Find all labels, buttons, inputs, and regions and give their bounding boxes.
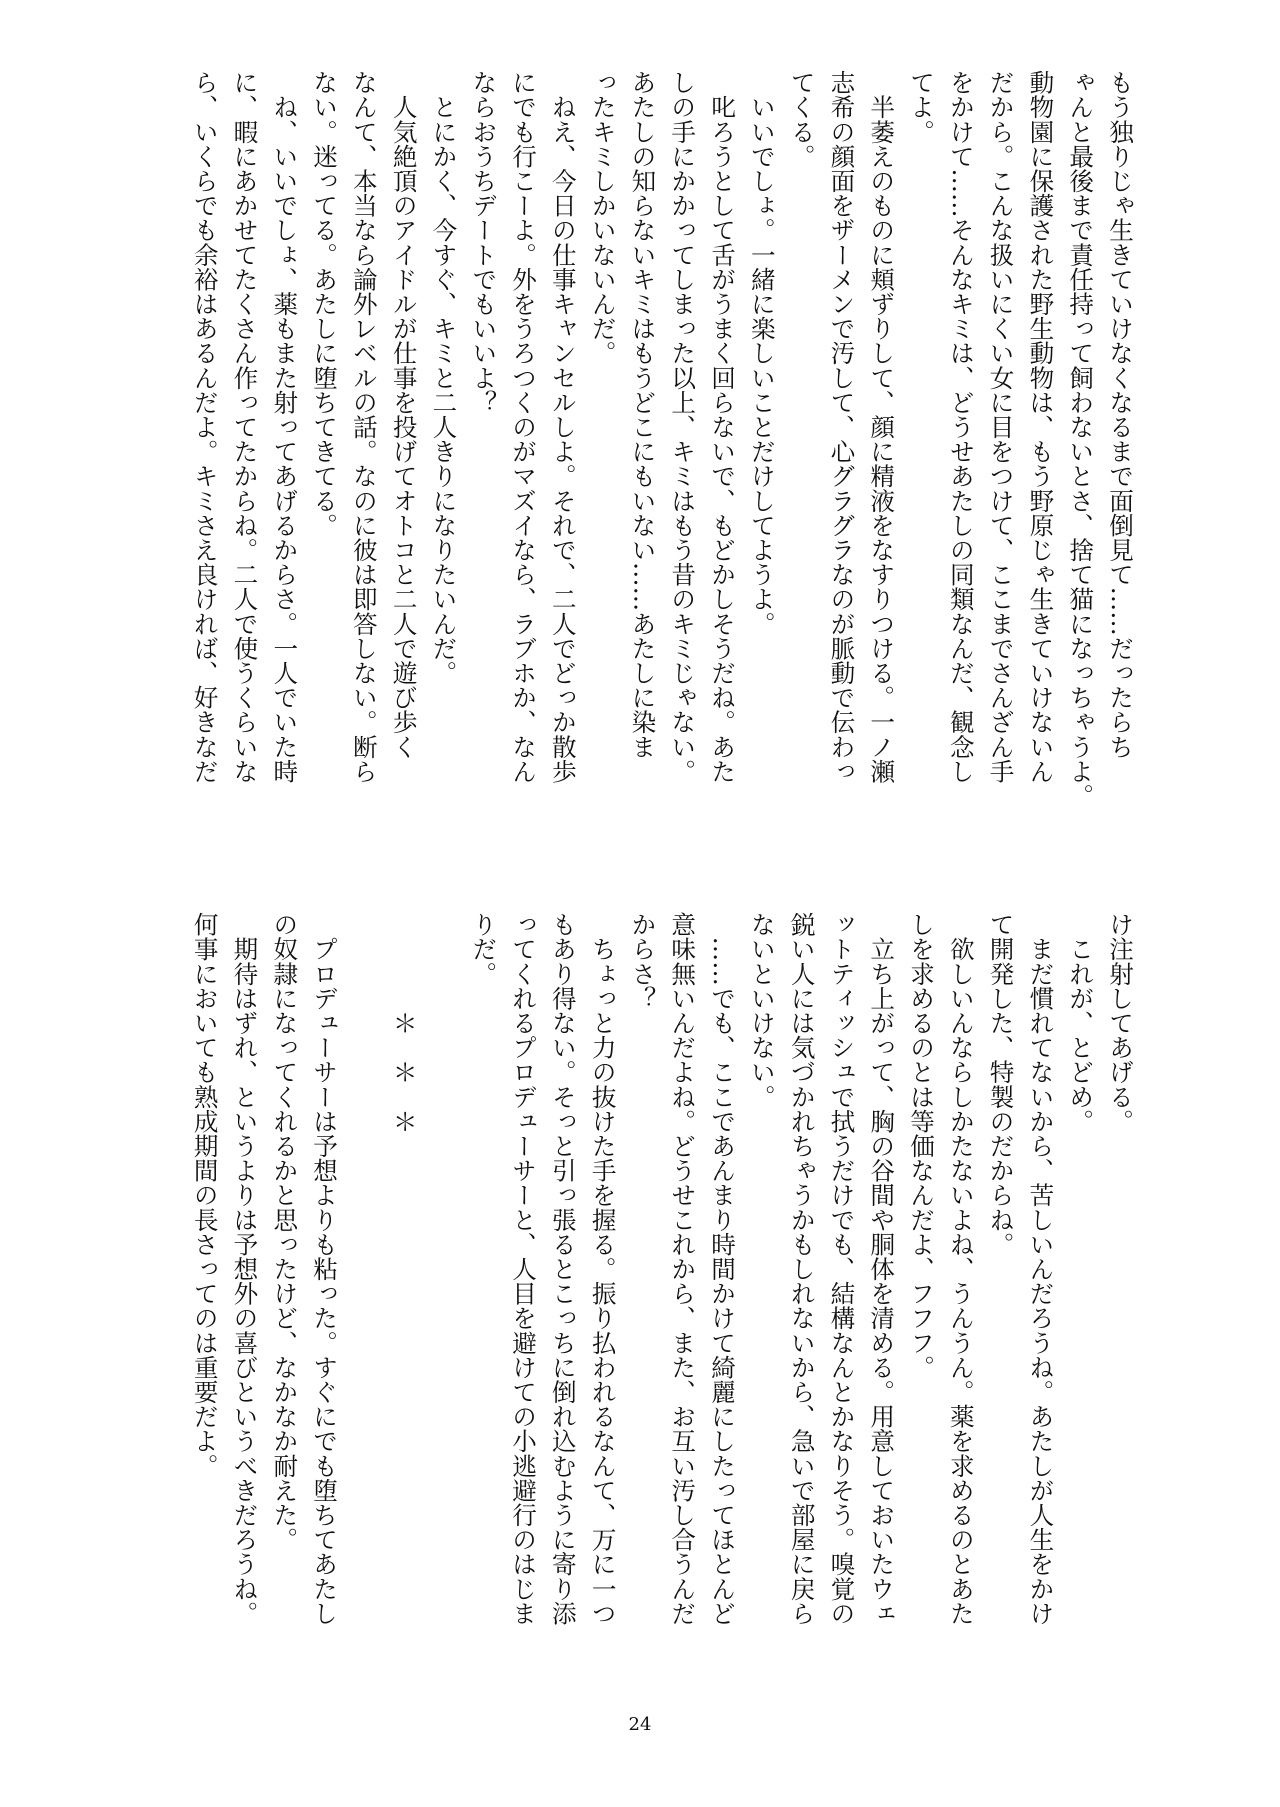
- text-column: ってくれるプロデューサーと、人目を避けての小逃避行のはじま: [509, 912, 539, 1626]
- text-column: て開発した、特製のだからね。: [986, 912, 1016, 1257]
- text-column: [424, 912, 464, 1672]
- text-column: け注射してあげる。: [1106, 912, 1135, 1134]
- text-column: 立ち上がって、胸の谷間や胴体を清める。用意しておいたウェ: [867, 912, 897, 1626]
- text-column: ね、いいでしょ、薬もまた射ってあげるからさ。一人でいた時: [270, 70, 300, 784]
- text-column: 動物園に保護された野生動物は、もう野原じゃ生きていけないん: [1026, 70, 1056, 784]
- text-column: に、暇にあかせてたくさん作ってたからね。二人で使うくらいな: [230, 70, 260, 784]
- text-column: にでも行こーよ。外をうろつくのがマズイなら、ラブホか、なん: [509, 70, 539, 784]
- text-column: あたしの知らないキミはもうどこにもいない……あたしに染ま: [628, 70, 658, 759]
- text-column: てよ。: [907, 70, 937, 144]
- text-block-top: [185, 70, 1140, 830]
- text-column: ねえ、今日の仕事キャンセルしよ。それで、二人でどっか散歩: [548, 70, 578, 784]
- text-column: 鋭い人には気づかれちゃうかもしれないから、急いで部屋に戻ら: [787, 912, 817, 1626]
- text-column: からさ？: [628, 912, 658, 1011]
- text-column: なんて、本当なら論外レベルの話。なのに彼は即答しない。断ら: [349, 70, 379, 784]
- text-column: ならおうちデートでもいいよ？: [469, 70, 499, 415]
- text-column: をかけて……そんなキミは、どうせあたしの同類なんだ、観念し: [946, 70, 976, 784]
- text-column: 叱ろうとして舌がうまく回らないで、もどかしそうだね。あた: [708, 70, 738, 784]
- text-column: とにかく、今すぐ、キミと二人きりになりたいんだ。: [429, 70, 459, 685]
- text-column: プロデューサーは予想よりも粘った。すぐにでも堕ちてあたし: [310, 912, 340, 1626]
- text-column: てくる。: [787, 70, 817, 169]
- text-column: ちょっと力の抜けた手を握る。振り払われるなんて、万に一つ: [588, 912, 618, 1626]
- text-column: りだ。: [469, 912, 499, 986]
- text-column: もあり得ない。そっと引っ張るとこっちに倒れ込むように寄り添: [548, 912, 578, 1626]
- text-column: ら、いくらでも余裕はあるんだよ。キミさえ良ければ、好きなだ: [190, 70, 220, 784]
- text-column: 何事においても熟成期間の長さってのは重要だよ。: [190, 912, 220, 1478]
- text-column: [344, 912, 384, 1672]
- text-column: ないといけない。: [747, 912, 777, 1109]
- text-column: ットティッシュで拭うだけでも、結構なんとかなりそう。嗅覚の: [827, 912, 857, 1626]
- text-column: 人気絶頂のアイドルが仕事を投げてオトコと二人で遊び歩く: [389, 70, 419, 759]
- page-number: 24: [628, 1714, 652, 1735]
- text-column: しの手にかかってしまった以上、キミはもう昔のキミじゃない。: [668, 70, 698, 784]
- text-column: ない。迷ってる。あたしに堕ちてきてる。: [310, 70, 340, 538]
- text-column: これが、とどめ。: [1066, 912, 1096, 1134]
- text-column: 欲しいんならしかたないよね、うんうん。薬を求めるのとあた: [946, 912, 976, 1626]
- text-column: 期待はずれ、というよりは予想外の喜びというべきだろうね。: [230, 912, 260, 1626]
- text-column: いいでしょ。一緒に楽しいことだけしてようよ。: [747, 70, 777, 636]
- text-column: 意味無いんだよね。どうせこれから、また、お互い汚し合うんだ: [668, 912, 698, 1626]
- text-column: ったキミしかいないんだ。: [588, 70, 618, 366]
- text-column: 志希の顔面をザーメンで汚して、心グラグラなのが脈動で伝わっ: [827, 70, 857, 784]
- text-column: ゃんと最後まで責任持って飼わないとさ、捨て猫になっちゃうよ。: [1066, 70, 1096, 808]
- text-column: ＊ ＊ ＊: [389, 912, 419, 1134]
- text-block-bottom: [185, 912, 1140, 1672]
- text-column: の奴隷になってくれるかと思ったけど、なかなか耐えた。: [270, 912, 300, 1552]
- text-column: ……でも、ここであんまり時間かけて綺麗にしたってほとんど: [708, 912, 738, 1626]
- text-column: だから。こんな扱いにくい女に目をつけて、ここまでさんざん手: [986, 70, 1016, 784]
- text-column: まだ慣れてないから、苦しいんだろうね。あたしが人生をかけ: [1026, 912, 1056, 1626]
- text-column: 半萎えのものに頬ずりして、顔に精液をなすりつける。一ノ瀬: [867, 70, 897, 784]
- text-column: もう独りじゃ生きていけなくなるまで面倒見て……だったらち: [1106, 70, 1135, 759]
- text-column: しを求めるのとは等価なんだよ、フフフ。: [907, 912, 937, 1380]
